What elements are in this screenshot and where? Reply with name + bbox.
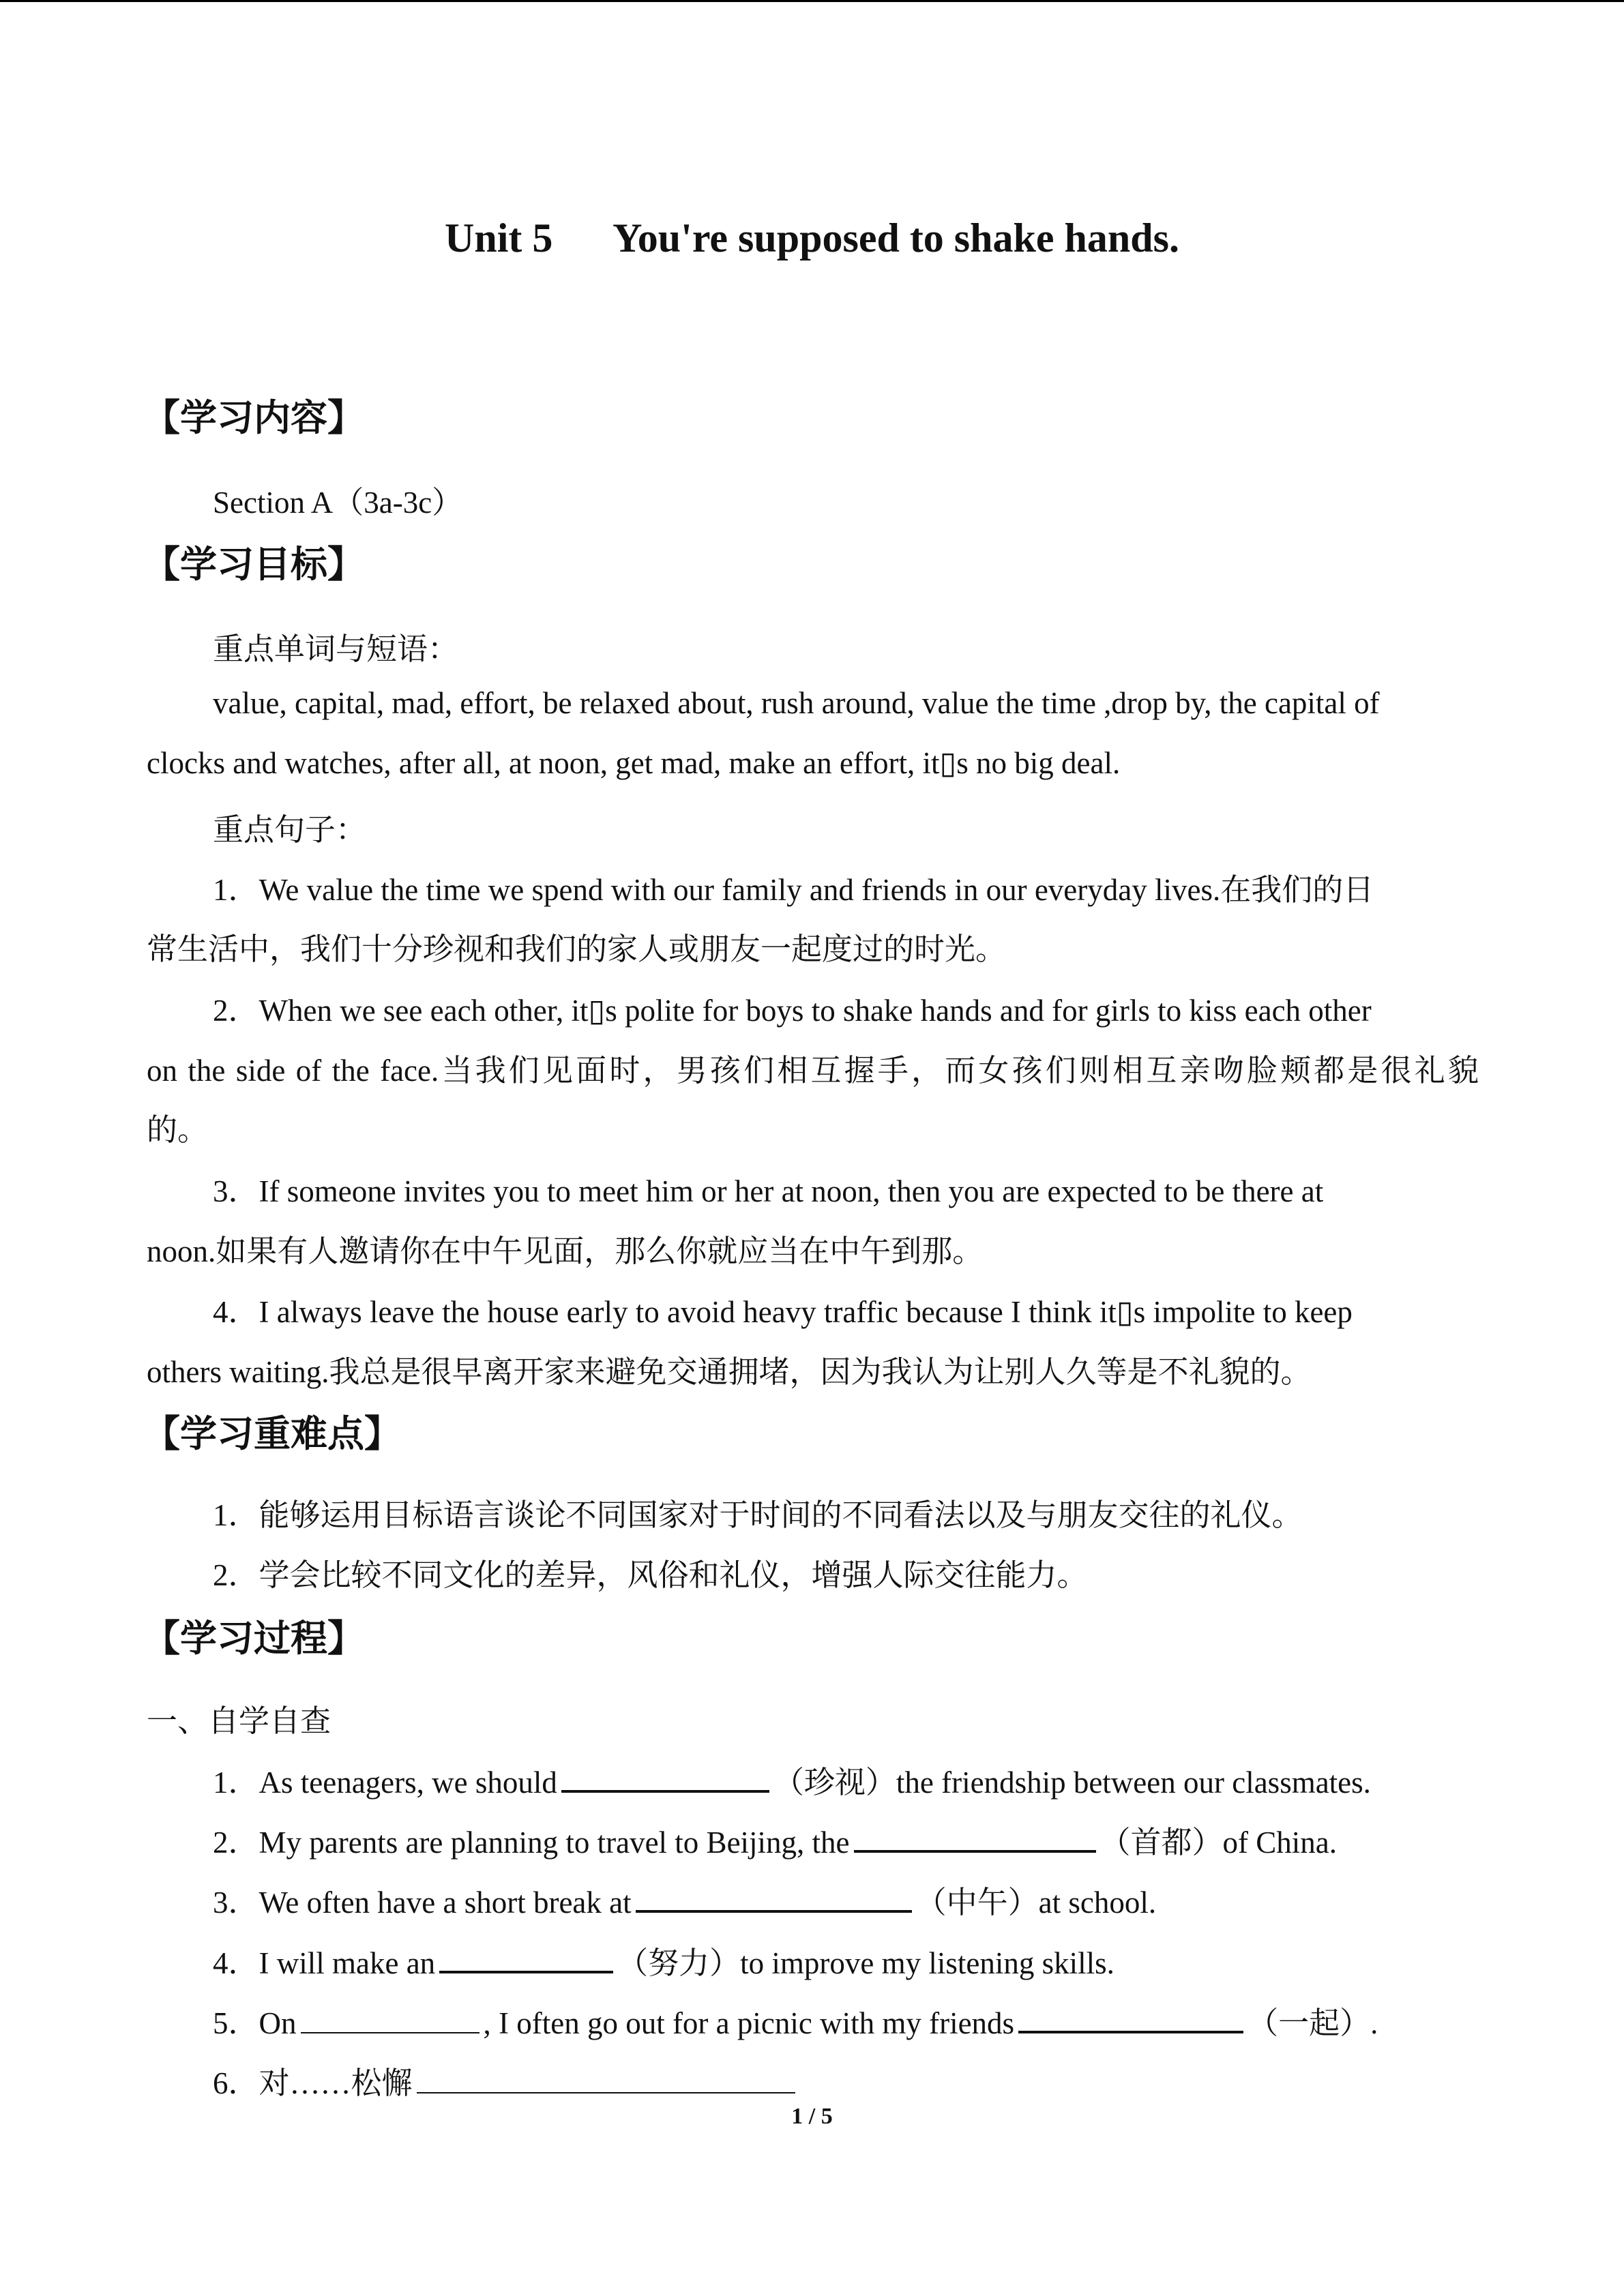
vocab-label: 重点单词与短语： [213,632,459,666]
exercise-3-text-b: （中午）at school. [915,1885,1157,1920]
exercise-6-text-a: 6．对……松懈 [213,2066,413,2100]
sentence-2-line-2: on the side of the face.当我们见面时，男孩们相互握手，而女孩们则相互亲吻脸颊都是很礼貌 [147,1054,1479,1088]
top-border [0,0,1624,2]
sentence-1-line-1: 1．We value the time we spend with our family and friends in our everyday lives.在我们的日 [213,873,1374,907]
exercise-1-text-b: （珍视）the friendship between our classmates. [773,1765,1371,1800]
sentence-2-line-3: 的。 [147,1113,209,1147]
heading-process: 【学习过程】 [143,1617,364,1660]
exercise-5 [213,1998,1378,2042]
page-title: Unit 5 You're supposed to shake hands. [445,215,1179,260]
sentence-1-line-2: 常生活中，我们十分珍视和我们的家人或朋友一起度过的时光。 [147,932,1007,966]
sentences-label: 重点句子： [213,813,367,847]
exercise-1-text-a: 1．As teenagers, we should [213,1765,557,1800]
exercise-4-text-a: 4．I will make an [213,1946,436,1980]
exercise-5-blank-2[interactable] [1018,2000,1243,2033]
sentence-4-line-1: 4．I always leave the house early to avoid heavy traffic because I think it▯s impolite to keep [213,1295,1353,1329]
exercise-5-text-b: , I often go out for a picnic with my friends [483,2006,1015,2040]
heading-objectives: 【学习目标】 [143,543,364,586]
exercise-6 [213,2058,799,2102]
sentence-3-line-2: noon.如果有人邀请你在中午见面，那么你就应当在中午到那。 [147,1234,984,1268]
exercise-3 [213,1877,1156,1922]
exercise-6-blank[interactable] [417,2061,795,2093]
exercise-2-text-a: 2．My parents are planning to travel to Beijing, the [213,1825,850,1860]
part-1-heading: 一、自学自查 [147,1704,331,1738]
key-point-1: 1．能够运用目标语言谈论不同国家对于时间的不同看法以及与朋友交往的礼仪。 [213,1498,1303,1532]
sentence-3-line-1: 3．If someone invites you to meet him or her at noon, then you are expected to be there at [213,1174,1324,1208]
heading-content: 【学习内容】 [143,396,364,439]
section-line: Section A（3a-3c） [213,486,463,520]
exercise-2-blank[interactable] [854,1819,1096,1853]
vocab-line-2: clocks and watches, after all, at noon, get mad, make an effort, it▯s no big deal. [147,746,1121,780]
page-number: 1 / 5 [791,2104,833,2129]
exercise-2-text-b: （首都）of China. [1099,1825,1338,1860]
exercise-1-blank[interactable] [561,1759,769,1793]
exercise-4 [213,1938,1114,1982]
exercise-4-blank[interactable] [439,1940,613,1973]
exercise-3-text-a: 3．We often have a short break at [213,1885,632,1920]
vocab-line-1: value, capital, mad, effort, be relaxed about, rush around, value the time ,drop by, the capital of [213,686,1380,720]
exercise-4-text-b: （努力）to improve my listening skills. [617,1946,1114,1980]
sentence-4-line-2: others waiting.我总是很早离开家来避免交通拥堵，因为我认为让别人久等是不礼貌的。 [147,1355,1312,1389]
key-point-2: 2．学会比较不同文化的差异，风俗和礼仪，增强人际交往能力。 [213,1558,1088,1592]
exercise-2 [213,1817,1337,1862]
heading-key-points: 【学习重难点】 [143,1412,401,1455]
exercise-5-blank-1[interactable] [301,2001,479,2033]
sentence-2-line-1: 2．When we see each other, it▯s polite for boys to shake hands and for girls to kiss each other [213,994,1372,1028]
exercise-5-text-c: （一起）. [1247,2006,1378,2040]
exercise-5-text-a: 5．On [213,2006,297,2040]
exercise-3-blank[interactable] [636,1879,912,1913]
exercise-1 [213,1757,1371,1802]
